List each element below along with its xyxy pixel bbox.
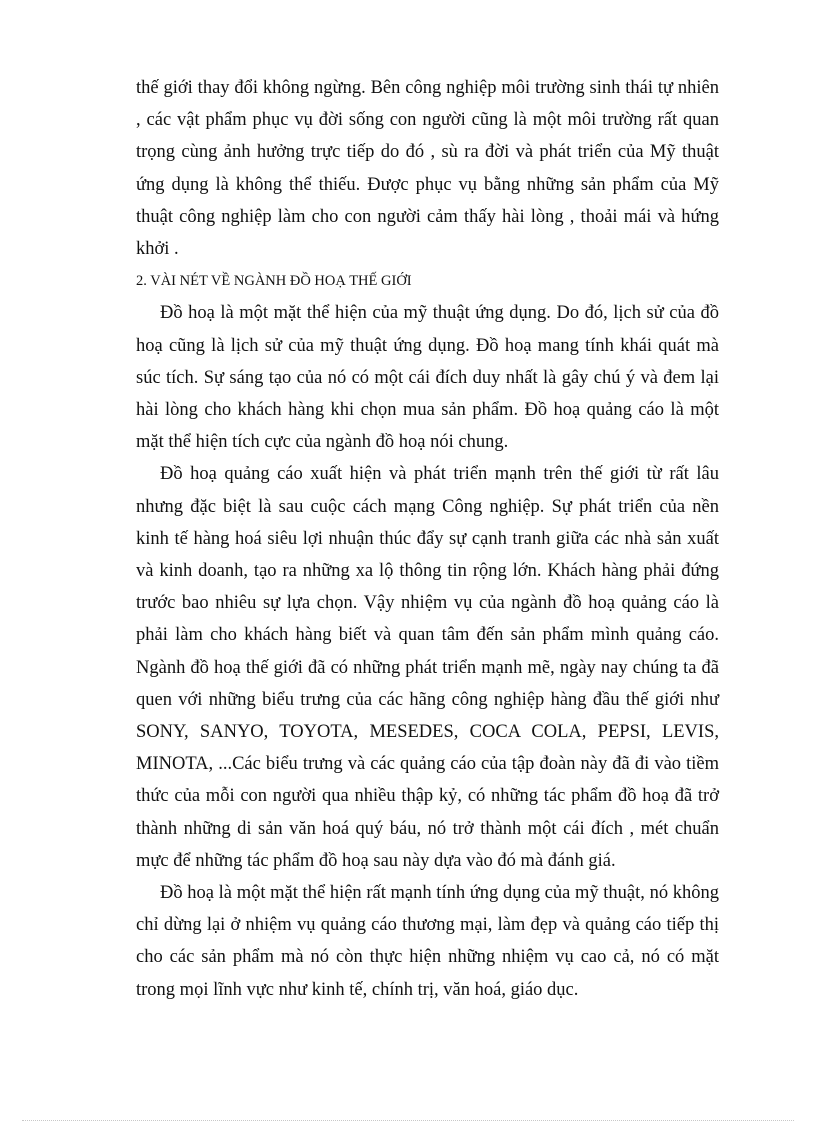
section-heading: 2. VÀI NÉT VỀ NGÀNH ĐỒ HOẠ THẾ GIỚI: [136, 273, 412, 290]
paragraph-graphics-definition: Đồ hoạ là một mặt thể hiện của mỹ thuật ứng dụng. Do đó, lịch sử của đồ hoạ cũng là lịch sử của mỹ thuật ứng dụng. Đồ hoạ mang tính khái quát mà súc tích. Sự sáng tạo của nó có một cái đích duy nhất là gây chú ý và đem lại hài lòng cho khách hàng khi chọn mua sản phẩm. Đồ hoạ quảng cáo là một mặt thể hiện tích cực của ngành đồ hoạ nói chung.: [136, 303, 719, 453]
page-bottom-divider: [22, 1120, 794, 1121]
paragraph-intro-continuation: thế giới thay đổi không ngừng. Bên công nghiệp môi trường sinh thái tự nhiên , các vật phẩm phục vụ đời sống con người cũng là một môi trường rất quan trọng cùng ảnh hưởng trực tiếp do đó , sù ra đời và phát triển của Mỹ thuật ứng dụng là không thể thiếu. Được phục vụ bằng những sản phẩm của Mỹ thuật công nghiệp làm cho con người cảm thấy hài lòng , thoải mái và hứng khởi .: [136, 78, 719, 260]
paragraph-advertising-history: Đồ hoạ quảng cáo xuất hiện và phát triển mạnh trên thế giới từ rất lâu nhưng đặc biệt là sau cuộc cách mạng Công nghiệp. Sự phát triển của nền kinh tế hàng hoá siêu lợi nhuận thúc đẩy sự cạnh tranh giữa các nhà sản xuất và kinh doanh, tạo ra những xa lộ thông tin rộng lớn. Khách hàng phải đứng trước bao nhiêu sự lựa chọn. Vậy nhiệm vụ của ngành đồ hoạ quảng cáo là phải làm cho khách hàng biết và quan tâm đến sản phẩm mình quảng cáo. Ngành đồ hoạ thế giới đã có những phát triển mạnh mẽ, ngày nay chúng ta đã quen với những biểu trưng của các hãng công nghiệp hàng đầu thế giới như SONY, SANYO, TOYOTA, MESEDES, COCA COLA, PEPSI, LEVIS, MINOTA, ...Các biểu trưng và các quảng cáo của tập đoàn này đã đi vào tiềm thức của mỗi con người qua nhiều thập kỷ, có những tác phẩm đồ hoạ đã trở thành những di sản văn hoá quý báu, nó trở thành một cái đích , mét chuẩn mực để những tác phẩm đồ hoạ sau này dựa vào đó mà đánh giá.: [136, 464, 719, 871]
paragraph-graphics-role: Đồ hoạ là một mặt thể hiện rất mạnh tính ứng dụng của mỹ thuật, nó không chỉ dừng lại ở nhiệm vụ quảng cáo thương mại, làm đẹp và quảng cáo tiếp thị cho các sản phẩm mà nó còn thực hiện những nhiệm vụ cao cả, nó có mặt trong mọi lĩnh vực như kinh tế, chính trị, văn hoá, giáo dục.: [136, 883, 719, 1000]
document-body: [136, 72, 719, 1006]
